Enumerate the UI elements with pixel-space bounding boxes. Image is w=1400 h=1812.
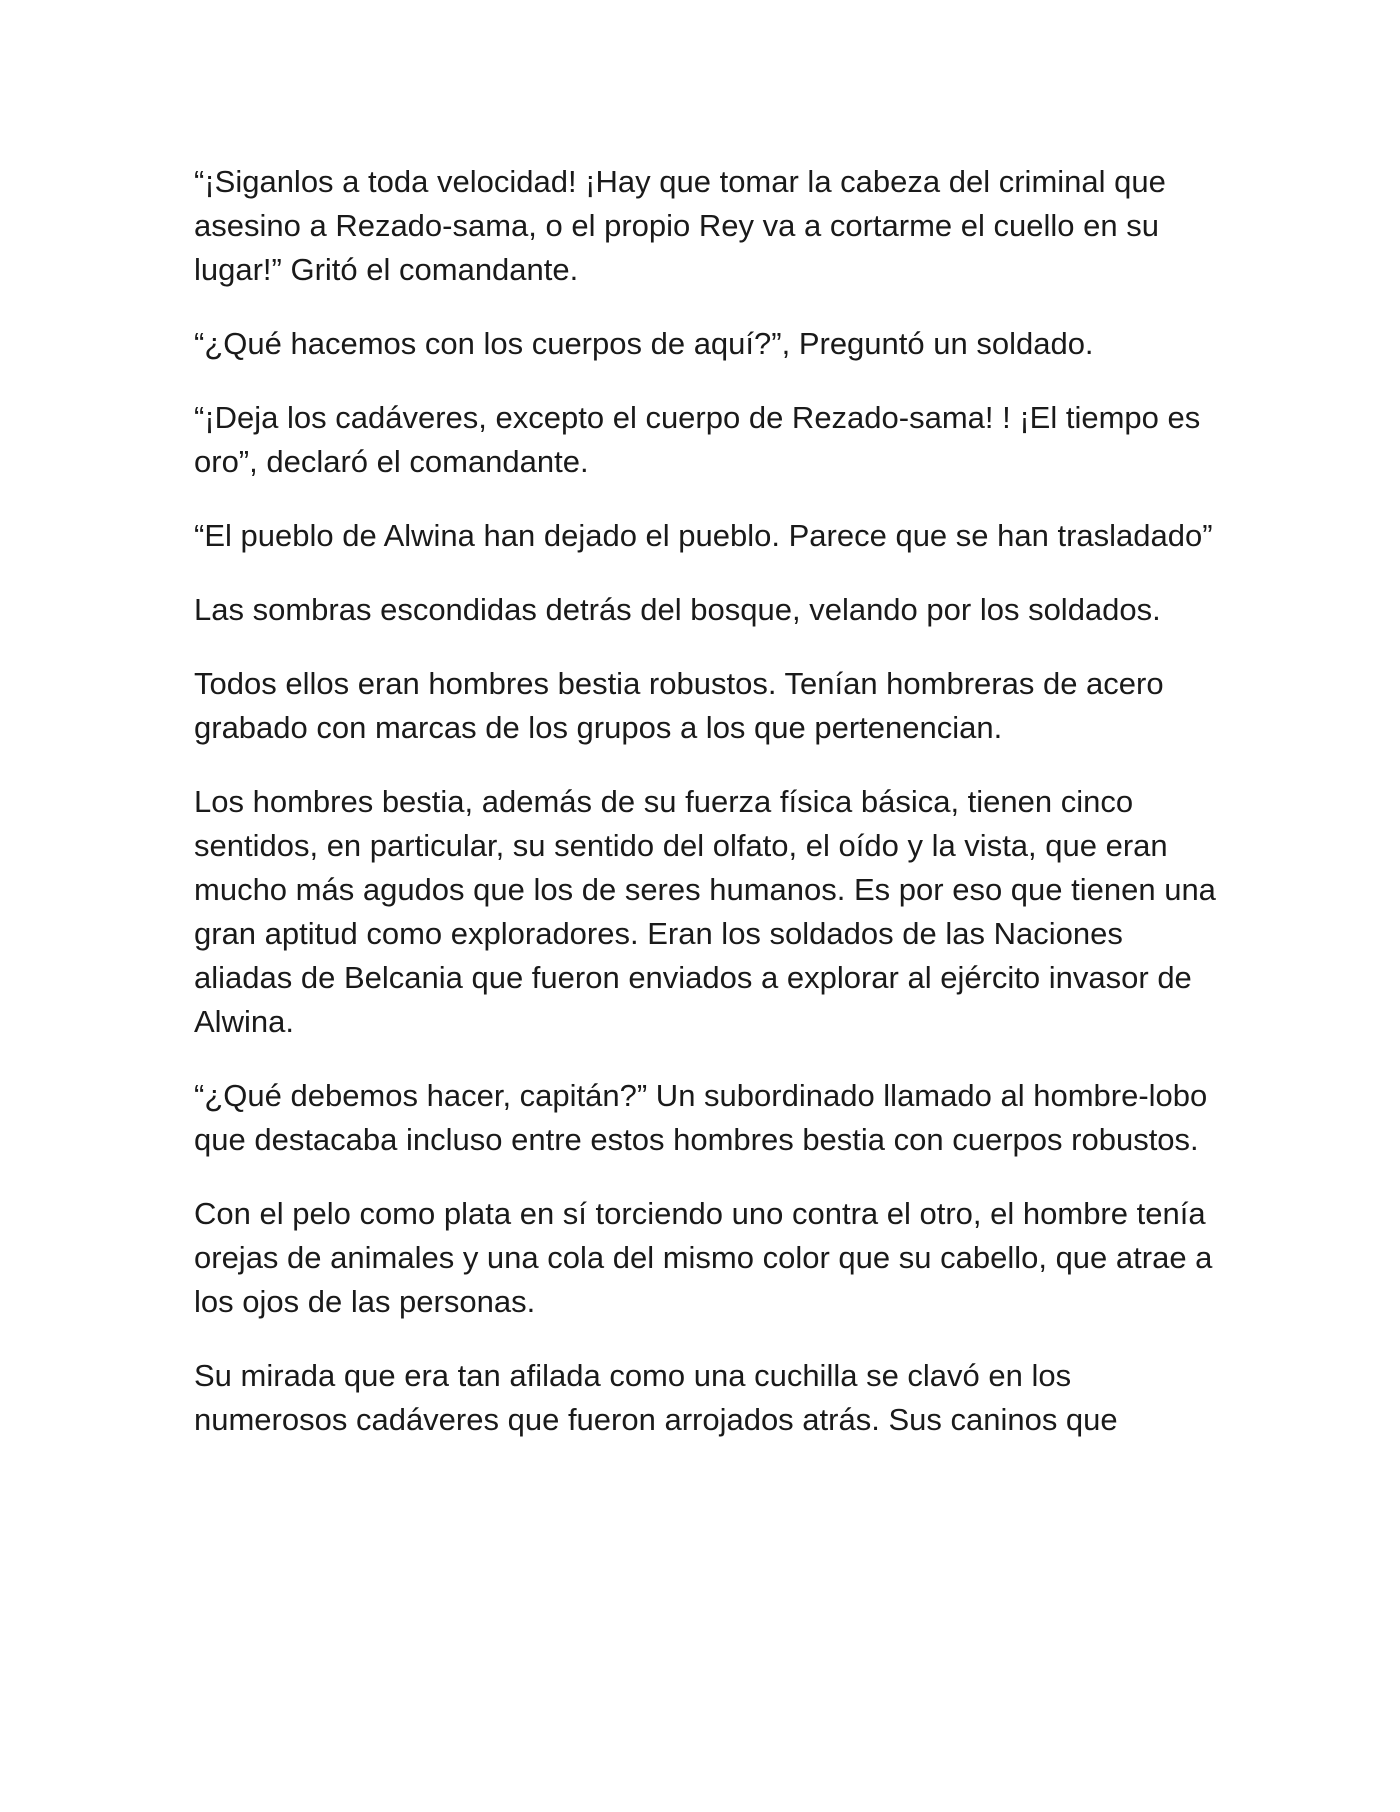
document-body <box>194 160 1224 1472</box>
paragraph-7: Los hombres bestia, además de su fuerza física básica, tienen cinco sentidos, en particular, su sentido del olfato, el oído y la vista, que eran mucho más agudos que los de seres humanos. Es por eso que tienen una gran aptitud como exploradores. Eran los soldados de las Naciones aliadas de Belcania que fueron enviados a explorar al ejército invasor de Alwina. <box>194 784 1216 1039</box>
paragraph-8: “¿Qué debemos hacer, capitán?” Un subordinado llamado al hombre-lobo que destacaba incluso entre estos hombres bestia con cuerpos robustos. <box>194 1078 1208 1157</box>
paragraph-10: Su mirada que era tan afilada como una cuchilla se clavó en los numerosos cadáveres que fueron arrojados atrás. Sus caninos que <box>194 1358 1118 1437</box>
paragraph-3: “¡Deja los cadáveres, excepto el cuerpo de Rezado-sama! ! ¡El tiempo es oro”, declaró el comandante. <box>194 400 1201 479</box>
paragraph-9: Con el pelo como plata en sí torciendo uno contra el otro, el hombre tenía orejas de animales y una cola del mismo color que su cabello, que atrae a los ojos de las personas. <box>194 1196 1213 1319</box>
paragraph-6: Todos ellos eran hombres bestia robustos. Tenían hombreras de acero grabado con marcas de los grupos a los que pertenencian. <box>194 666 1164 745</box>
paragraph-2: “¿Qué hacemos con los cuerpos de aquí?”, Preguntó un soldado. <box>194 326 1094 361</box>
paragraph-5: Las sombras escondidas detrás del bosque, velando por los soldados. <box>194 592 1161 627</box>
paragraph-1: “¡Siganlos a toda velocidad! ¡Hay que tomar la cabeza del criminal que asesino a Rezado-sama, o el propio Rey va a cortarme el cuello en su lugar!” Gritó el comandante. <box>194 164 1166 287</box>
paragraph-4: “El pueblo de Alwina han dejado el pueblo. Parece que se han trasladado” <box>194 518 1213 553</box>
